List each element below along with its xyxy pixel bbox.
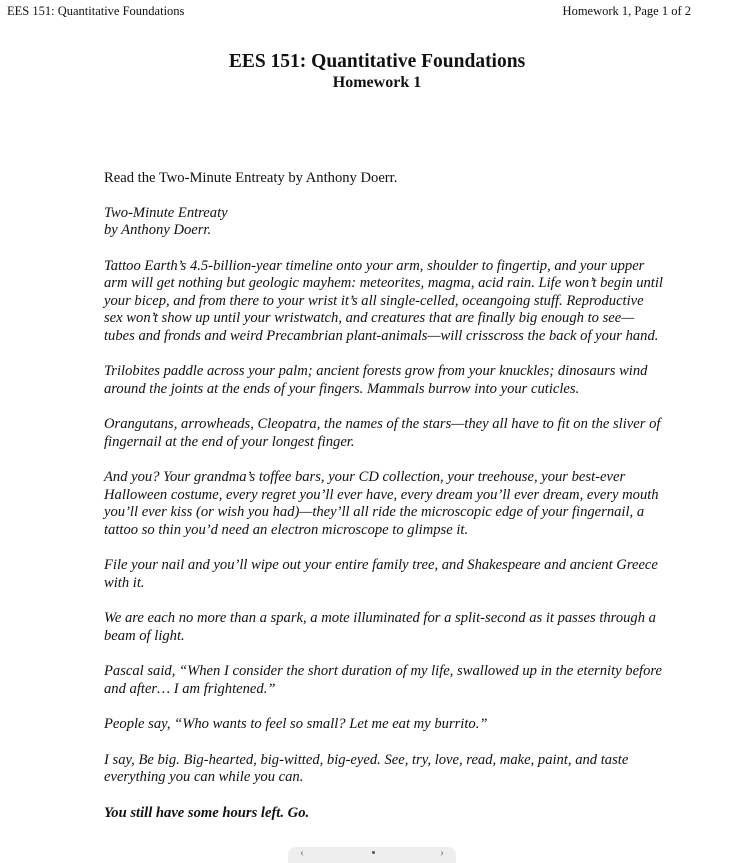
story-paragraph-1: Tattoo Earth’s 4.5-billion-year timeline onto your arm, shoulder to fingertip, and your upper arm will get nothing but geologic mayhem: meteorites, magma, acid rain. Life won’t begin until your bicep, and from there to your wrist it’s all single-celled, oceangoing stuff. Reproductive sex won’t show up until your wristwatch, and creatures that are finally big enough to see—tubes and fronds and weird Precambrian plant-animals—will crisscross the back of your hand. [104,257,663,344]
running-header-left: EES 151: Quantitative Foundations [7,4,185,18]
page-navigator [288,847,456,863]
story-paragraph-4: And you? Your grandma’s toffee bars, your CD collection, your treehouse, your best-ever Halloween costume, every regret you’ll ever have, every dream you’ll ever dream, every mouth you’ll ever kiss (or wish you had)—they’ll all ride the microscopic edge of your fingernail, a tattoo so thin you’d need an electron microscope to glimpse it. [104,469,659,538]
story-paragraph-7: Pascal said, “When I consider the short duration of my life, swallowed up in the eternity before and after… I am frightened.” [104,663,663,697]
document-subtitle: Homework 1 [332,74,422,91]
story-paragraph-5: File your nail and you’ll wipe out your entire family tree, and Shakespeare and ancient Greece with it. [104,557,658,591]
chevron-left-icon[interactable]: ‹ [300,845,304,859]
running-header-right: Homework 1, Page 1 of 2 [562,4,691,18]
story-byline: by Anthony Doerr. [104,222,212,238]
story-paragraph-9: I say, Be big. Big-hearted, big-witted, big-eyed. See, try, love, read, make, paint, and taste everything you can while you can. [104,751,629,785]
page-indicator-dot [372,851,375,854]
document-body [104,170,664,840]
story-paragraph-2: Trilobites paddle across your palm; ancient forests grow from your knuckles; dinosaurs wind around the joints at the ends of your fingers. Mammals burrow into your cuticles. [104,363,648,397]
document-title: EES 151: Quantitative Foundations [228,51,526,72]
instruction-text: Read the Two-Minute Entreaty by Anthony Doerr. [104,170,398,186]
document-titles [0,51,744,93]
story-paragraph-6: We are each no more than a spark, a mote illuminated for a split-second as it passes through a beam of light. [104,610,656,644]
chevron-right-icon[interactable]: › [440,845,444,859]
story-paragraph-8: People say, “Who wants to feel so small? Let me eat my burrito.” [104,716,488,732]
story-heading [104,205,664,240]
story-paragraph-3: Orangutans, arrowheads, Cleopatra, the names of the stars—they all have to fit on the sliver of fingernail at the end of your longest finger. [104,416,661,450]
story-title: Two-Minute Entreaty [104,204,228,221]
closing-line: You still have some hours left. Go. [104,804,310,821]
running-header [0,4,744,22]
